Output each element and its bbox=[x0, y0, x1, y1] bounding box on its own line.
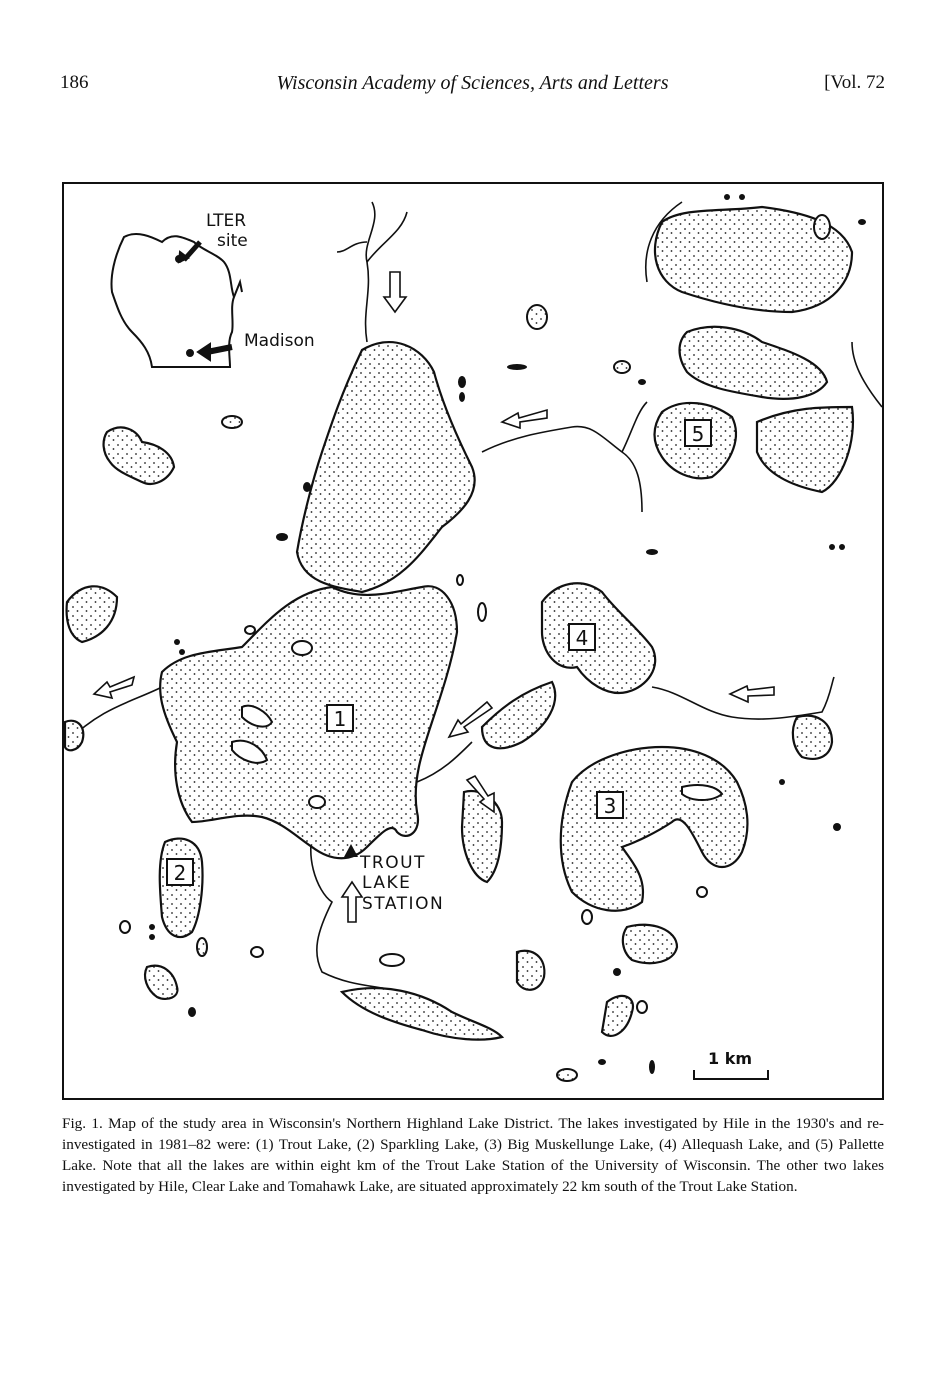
lter-label-2: site bbox=[217, 231, 248, 251]
lake-number-3 bbox=[597, 792, 623, 818]
running-title: Wisconsin Academy of Sciences, Arts and Letters bbox=[276, 72, 669, 94]
figure-caption: Fig. 1. Map of the study area in Wisconsin's Northern Highland Lake District. The lakes investigated by Hile in the 1930's and re-investigated in 1981–82 were: (1) Trout Lake, (2) Sparkling Lake, (3) Big Muskellunge Lake, (4) Allequash Lake, and (5) Pallette Lake. Note that all the lakes are within eight km of the Trout Lake Station of the University of Wisconsin. The other two lakes investigated by Hile, Clear Lake and Tomahawk Lake, are situated approximately 22 km south of the Trout Lake Station. bbox=[62, 1115, 884, 1195]
scale-bar-label: 1 km bbox=[707, 1049, 753, 1068]
lake-number-5-text: 5 bbox=[691, 422, 705, 446]
station-label-line2: LAKE bbox=[362, 873, 412, 893]
map-border bbox=[63, 183, 883, 1099]
volume-label: [Vol. 72 bbox=[824, 72, 885, 93]
station-label-line1: TROUT bbox=[360, 853, 426, 873]
lake-number-2-text: 2 bbox=[173, 861, 187, 885]
lake-sparkling bbox=[160, 839, 203, 937]
study-area-map bbox=[62, 182, 884, 1100]
lake-number-4-text: 4 bbox=[575, 626, 589, 650]
page-header bbox=[60, 72, 885, 102]
lake-se-4 bbox=[793, 716, 832, 759]
lake-number-1-text: 1 bbox=[333, 707, 347, 731]
station-label-line3: STATION bbox=[362, 894, 445, 914]
page-number: 186 bbox=[60, 72, 89, 93]
lake-number-1 bbox=[327, 705, 353, 731]
lake-number-5 bbox=[685, 420, 711, 446]
lake-number-3-text: 3 bbox=[603, 794, 617, 818]
lake-se-2 bbox=[517, 951, 544, 990]
lter-label-1: LTER bbox=[206, 211, 247, 231]
madison-label: Madison bbox=[244, 331, 315, 351]
lake-number-4 bbox=[569, 624, 595, 650]
lake-west-3 bbox=[65, 721, 83, 751]
lake-number-2 bbox=[167, 859, 193, 885]
